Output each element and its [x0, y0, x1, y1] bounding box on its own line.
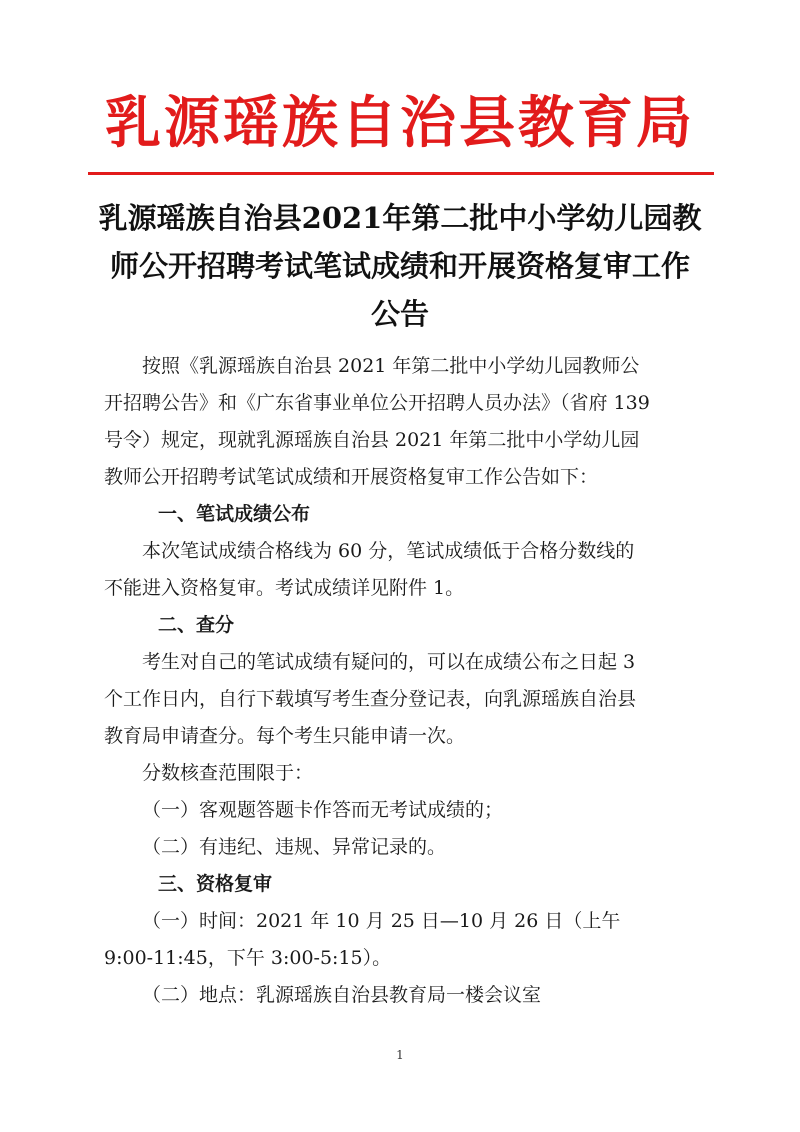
title-line: 公告 [370, 297, 429, 331]
intro-paragraph-line: 按照《乳源瑶族自治县 2021 年第二批中小学幼儿园教师公 [142, 355, 640, 377]
section1-paragraph-line: 不能进入资格复审。考试成绩详见附件 1。 [104, 577, 465, 599]
title-line: 乳源瑶族自治县2021年第二批中小学幼儿园教 [98, 201, 702, 235]
section-heading-score-check: 二、查分 [158, 614, 235, 636]
document-title [60, 194, 740, 338]
red-divider-line [88, 172, 714, 175]
page-number: 1 [396, 1048, 404, 1062]
document-body [104, 348, 704, 1014]
section2-paragraph-line: 个工作日内，自行下载填写考生查分登记表，向乳源瑶族自治县 [104, 688, 637, 710]
review-time-line: （一）时间：2021 年 10 月 25 日—10 月 26 日（上午 [142, 910, 621, 932]
intro-paragraph-line: 开招聘公告》和《广东省事业单位公开招聘人员办法》（省府 139 [104, 392, 650, 414]
section1-paragraph-line: 本次笔试成绩合格线为 60 分，笔试成绩低于合格分数线的 [142, 540, 635, 562]
intro-paragraph-line: 教师公开招聘考试笔试成绩和开展资格复审工作公告如下： [104, 466, 599, 488]
score-check-scope-intro: 分数核查范围限于： [142, 762, 314, 784]
section2-paragraph-line: 考生对自己的笔试成绩有疑问的，可以在成绩公布之日起 3 [142, 651, 636, 673]
section2-paragraph-line: 教育局申请查分。每个考生只能申请一次。 [104, 725, 466, 747]
section-heading-written-exam: 一、笔试成绩公布 [158, 503, 311, 525]
review-location-line: （二）地点：乳源瑶族自治县教育局一楼会议室 [142, 984, 542, 1006]
issuing-authority-header: 乳源瑶族自治县教育局 [105, 90, 695, 156]
score-check-scope-item: （二）有违纪、违规、异常记录的。 [142, 836, 447, 858]
intro-paragraph-line: 号令）规定，现就乳源瑶族自治县 2021 年第二批中小学幼儿园 [104, 429, 640, 451]
section-heading-qualification-review: 三、资格复审 [158, 873, 273, 895]
title-line: 师公开招聘考试笔试成绩和开展资格复审工作 [109, 249, 690, 283]
review-time-line: 9:00-11:45，下午 3:00-5:15）。 [104, 947, 392, 969]
score-check-scope-item: （一）客观题答题卡作答而无考试成绩的； [142, 799, 504, 821]
